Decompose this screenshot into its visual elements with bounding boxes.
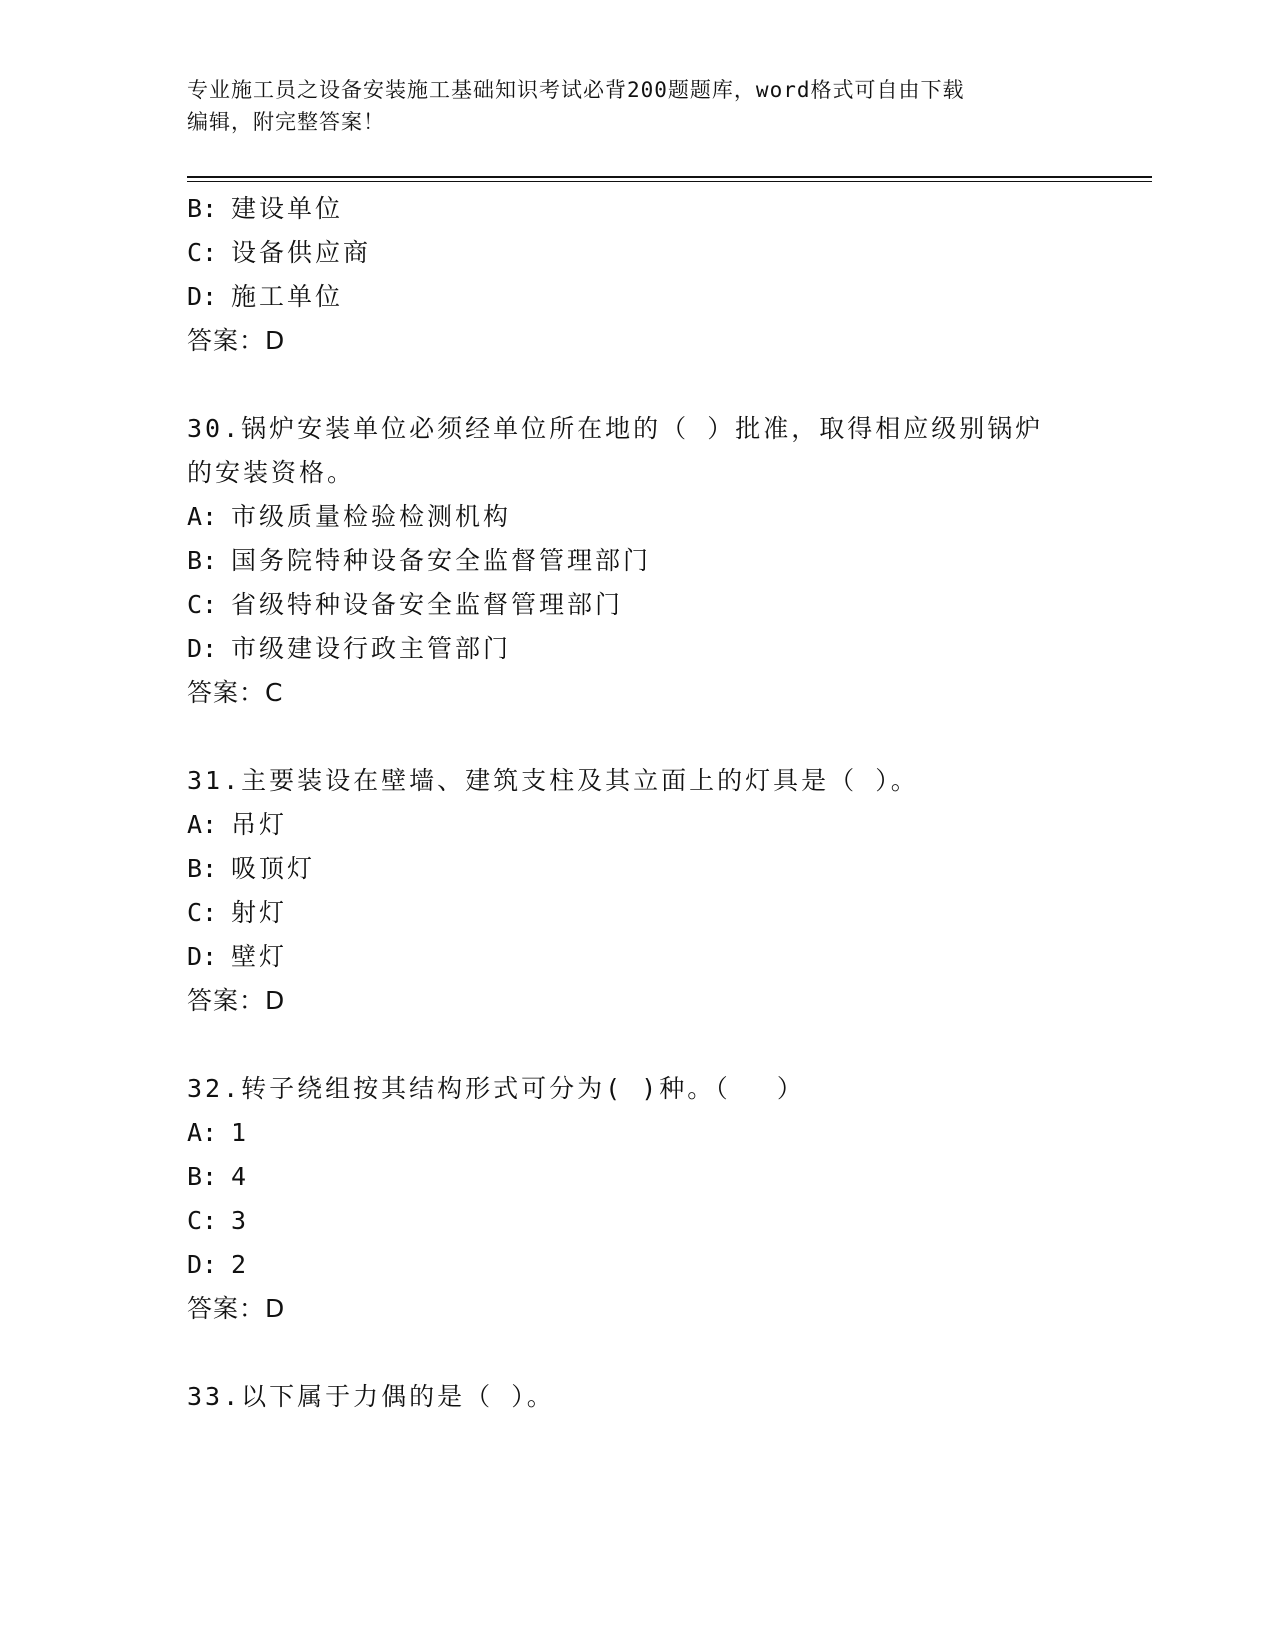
q32-option-c — [187, 1206, 249, 1236]
option-letter: C: — [187, 238, 218, 267]
option-letter: A: — [187, 1118, 218, 1147]
q32-answer: 答案：D — [187, 1294, 286, 1323]
q32-option-b — [187, 1162, 249, 1192]
option-text: 4 — [231, 1162, 250, 1191]
header-line-1: 专业施工员之设备安装施工基础知识考试必背200题题库，word格式可自由下载 — [187, 78, 965, 102]
option-letter: B: — [187, 194, 218, 223]
option-text: 吸顶灯 — [231, 854, 316, 883]
option-letter: B: — [187, 1162, 218, 1191]
option-letter: B: — [187, 854, 218, 883]
q30-option-a — [187, 502, 511, 532]
option-text: 设备供应商 — [231, 238, 372, 267]
q31-stem: 31.主要装设在壁墙、建筑支柱及其立面上的灯具是（ ）。 — [187, 766, 919, 795]
option-text: 省级特种设备安全监督管理部门 — [231, 590, 624, 619]
option-letter: B: — [187, 546, 218, 575]
q32-option-d — [187, 1250, 249, 1280]
option-letter: C: — [187, 590, 218, 619]
option-text: 射灯 — [231, 898, 288, 927]
option-text: 吊灯 — [231, 810, 288, 839]
option-text: 3 — [231, 1206, 250, 1235]
option-text: 2 — [231, 1250, 250, 1279]
q29-option-d — [187, 282, 343, 312]
q33-stem: 33.以下属于力偶的是（ ）。 — [187, 1382, 555, 1411]
header-line-2: 编辑，附完整答案！ — [187, 110, 385, 134]
q30-answer: 答案：C — [187, 678, 284, 707]
option-letter: D: — [187, 942, 218, 971]
option-letter: D: — [187, 1250, 218, 1279]
q29-option-c — [187, 238, 371, 268]
option-letter: D: — [187, 634, 218, 663]
q32-option-a — [187, 1118, 249, 1148]
option-text: 1 — [231, 1118, 250, 1147]
option-letter: A: — [187, 502, 218, 531]
q31-option-d — [187, 942, 287, 972]
q30-option-b — [187, 546, 651, 576]
q32-stem: 32.转子绕组按其结构形式可分为( )种。（ ） — [187, 1074, 805, 1103]
document-header — [187, 74, 1067, 138]
option-text: 壁灯 — [231, 942, 288, 971]
header-divider-thin — [187, 181, 1152, 182]
q30-stem-line-1: 30.锅炉安装单位必须经单位所在地的（ ）批准，取得相应级别锅炉 — [187, 414, 1044, 443]
q30-option-d — [187, 634, 511, 664]
q29-option-b — [187, 194, 343, 224]
option-letter: C: — [187, 1206, 218, 1235]
q31-option-a — [187, 810, 287, 840]
option-text: 国务院特种设备安全监督管理部门 — [231, 546, 652, 575]
option-letter: D: — [187, 282, 218, 311]
option-text: 市级质量检验检测机构 — [231, 502, 512, 531]
q30-stem-line-2: 的安装资格。 — [187, 458, 356, 487]
q31-option-b — [187, 854, 315, 884]
q30-option-c — [187, 590, 623, 620]
option-text: 施工单位 — [231, 282, 344, 311]
option-text: 市级建设行政主管部门 — [231, 634, 512, 663]
q31-answer: 答案：D — [187, 986, 286, 1015]
option-letter: C: — [187, 898, 218, 927]
option-letter: A: — [187, 810, 218, 839]
option-text: 建设单位 — [231, 194, 344, 223]
q31-option-c — [187, 898, 287, 928]
header-divider-thick — [187, 176, 1152, 178]
q29-answer: 答案：D — [187, 326, 286, 355]
